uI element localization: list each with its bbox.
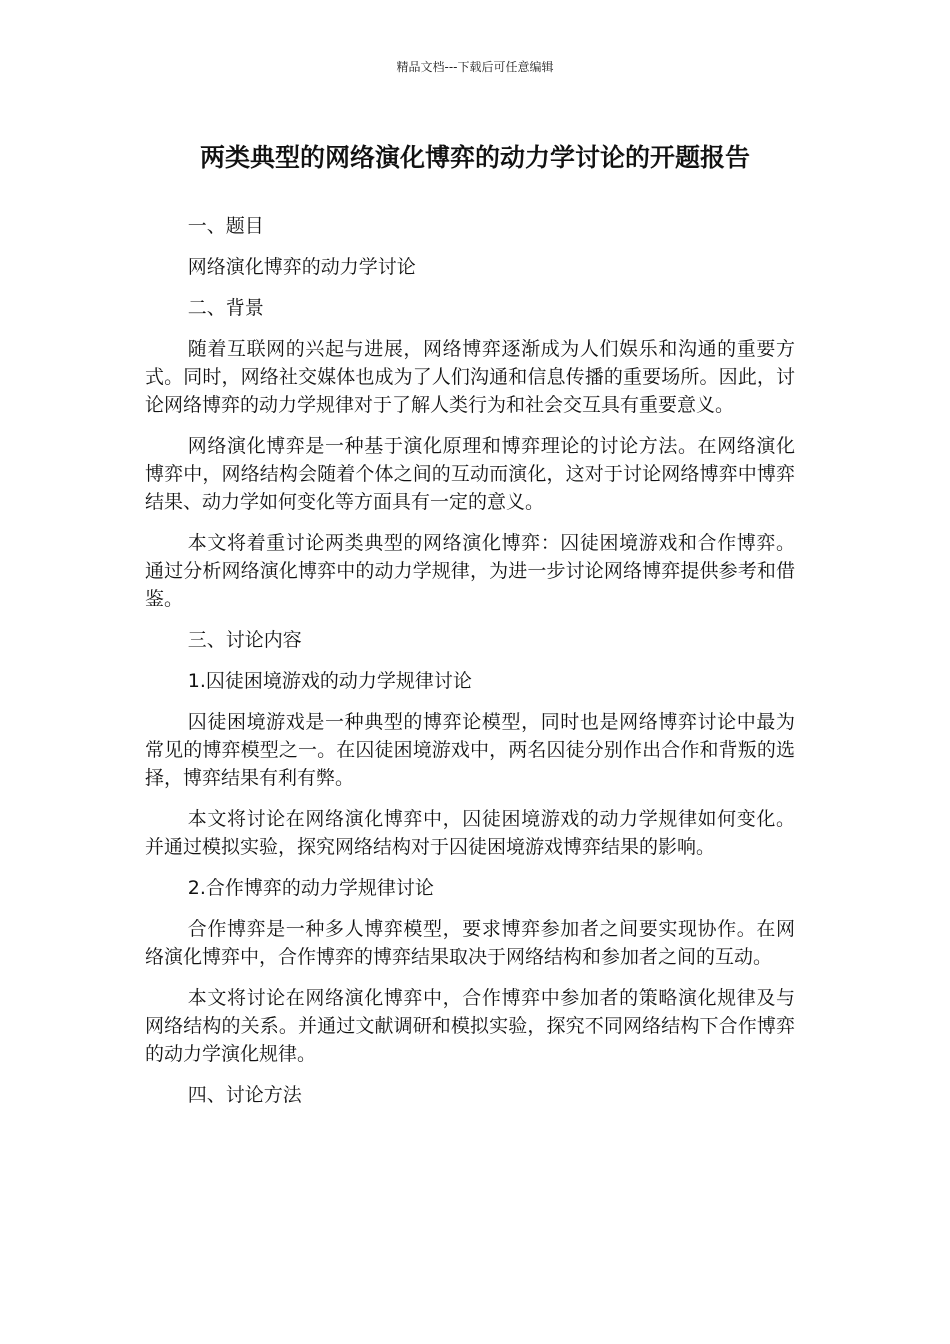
section-heading-content: 三、讨论内容 [187, 629, 302, 651]
content-paragraph: 本文将讨论在网络演化博弈中，囚徒困境游戏的动力学规律如何变化。并通过模拟实验，探究网络结构对于囚徒困境游戏博弈结果的影响。 [145, 808, 795, 858]
section-heading-topic: 一、题目 [187, 215, 264, 237]
background-paragraph: 随着互联网的兴起与进展，网络博弈逐渐成为人们娱乐和沟通的重要方式。同时，网络社交媒体也成为了人们沟通和信息传播的重要场所。因此，讨论网络博弈的动力学规律对于了解人类行为和社会交互具有重要意义。 [145, 338, 795, 416]
background-paragraph: 本文将着重讨论两类典型的网络演化博弈：囚徒困境游戏和合作博弈。通过分析网络演化博弈中的动力学规律，为进一步讨论网络博弈提供参考和借鉴。 [145, 532, 795, 610]
background-paragraph: 网络演化博弈是一种基于演化原理和博弈理论的讨论方法。在网络演化博弈中，网络结构会随着个体之间的互动而演化，这对于讨论网络博弈中博弈结果、动力学如何变化等方面具有一定的意义。 [145, 435, 795, 513]
topic-text: 网络演化博弈的动力学讨论 [187, 256, 416, 278]
document-body [145, 212, 795, 1122]
content-paragraph: 本文将讨论在网络演化博弈中，合作博弈中参加者的策略演化规律及与网络结构的关系。并通过文献调研和模拟实验，探究不同网络结构下合作博弈的动力学演化规律。 [145, 987, 795, 1065]
subsection-heading: 1.囚徒困境游戏的动力学规律讨论 [187, 670, 472, 692]
header-note: 精品文档---下载后可任意编辑 [396, 60, 554, 74]
content-paragraph: 合作博弈是一种多人博弈模型，要求博弈参加者之间要实现协作。在网络演化博弈中，合作博弈的博弈结果取决于网络结构和参加者之间的互动。 [145, 918, 795, 968]
content-paragraph: 囚徒困境游戏是一种典型的博弈论模型，同时也是网络博弈讨论中最为常见的博弈模型之一。在囚徒困境游戏中，两名囚徒分别作出合作和背叛的选择，博弈结果有利有弊。 [145, 711, 795, 789]
section-heading-background: 二、背景 [187, 297, 264, 319]
section-heading-method: 四、讨论方法 [187, 1084, 302, 1106]
document-title: 两类典型的网络演化博弈的动力学讨论的开题报告 [199, 143, 750, 172]
subsection-heading: 2.合作博弈的动力学规律讨论 [187, 877, 434, 899]
